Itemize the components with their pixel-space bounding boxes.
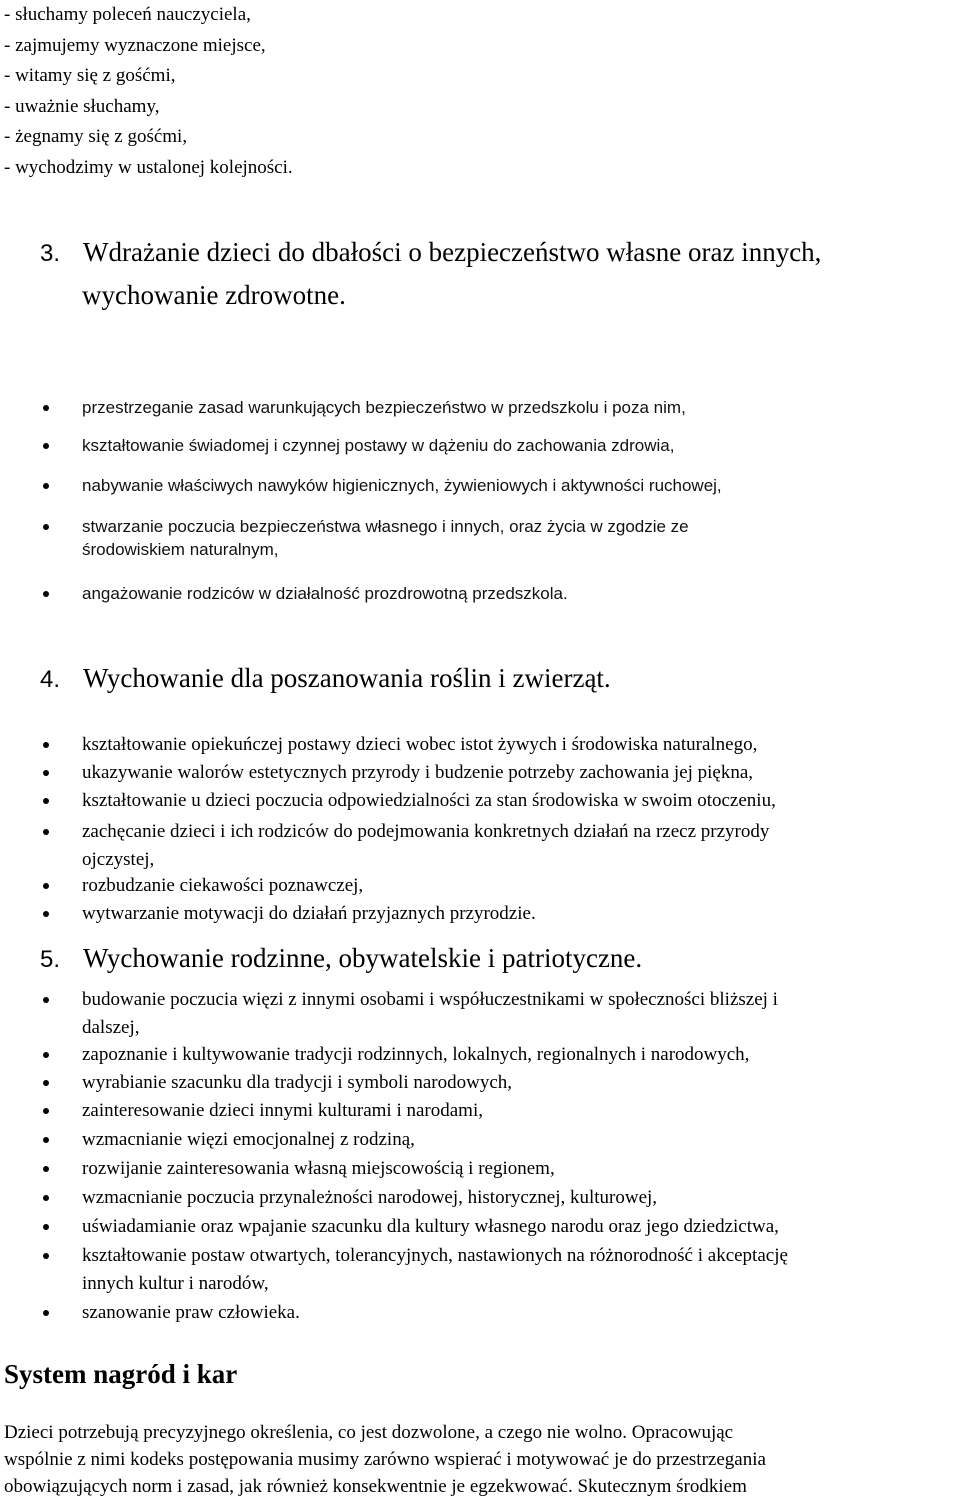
bullet-icon xyxy=(43,1108,49,1114)
section-title: Wdrażanie dzieci do dbałości o bezpieczeństwo własne oraz innych, xyxy=(83,237,822,267)
bullet-icon xyxy=(43,524,49,530)
section-5-heading xyxy=(40,938,642,980)
bullet-icon xyxy=(43,1253,49,1259)
dash-item: - witamy się z gośćmi, xyxy=(4,65,176,86)
bullet-icon xyxy=(43,1080,49,1086)
bullet-icon xyxy=(43,1052,49,1058)
document-page: - słuchamy poleceń nauczyciela, - zajmujemy wyznaczone miejsce, - witamy się z gośćmi, - uważnie słuchamy, - żegnamy się z gośćmi, - wychodzimy w ustalonej kolejności. 3. Wdrażanie dzieci do dbałości o bezpieczeństwo własne oraz innych, wychowanie zdrowotne. przestrzeganie zasad warunkujących bezpieczeństwo w przedszkolu i poza nim, kształtowanie świadomej i czynnej postawy w dążeniu do zachowania zdrowia, nabywanie właściwych nawyków higienicznych, żywieniowych i aktywności ruchowej, stwarzanie poczucia bezpieczeństwa własnego i innych, oraz życia w zgodzie ze środowiskiem naturalnym, angażowanie rodziców w działalność prozdrowotną przedszkola. 4. Wychowanie dla poszanowania roślin i zwierząt. kształtowanie opiekuńczej postawy dzieci wobec istot żywych i środowiska naturalnego, ukazywanie walorów estetycznych przyrody i budzenie potrzeby zachowania jej piękna, kształtowanie u dzieci poczucia odpowiedzialności za stan środowiska w swoim otoczeniu, zachęcanie dzieci i ich rodziców do podejmowania konkretnych działań na rzecz przyrody ojczystej, rozbudzanie ciekawości poznawczej, wytwarzanie motywacji do działań przyjaznych przyrodzie. 5. Wychowanie rodzinne, obywatelskie i patriotyczne. budowanie poczucia więzi z innymi osobami i współuczestnikami w społeczności bliższej i dalszej, zapoznanie i kultywowanie tradycji rodzinnych, lokalnych, regionalnych i narodowych, wyrabianie szacunku dla tradycji i symboli narodowych, zainteresowanie dzieci innymi kulturami i narodami, wzmacnianie więzi emocjonalnej z rodziną, rozwijanie zainteresowania własną miejscowością i regionem, wzmacnianie poczucia przynależności narodowej, historycznej, kulturowej, uświadamianie oraz wpajanie szacunku dla kultury własnego narodu oraz jego dziedzictwa, kształtowanie postaw otwartych, tolerancyjnych, nastawionych na różnorodność i akceptację innych kultur i narodów, szanowanie praw człowieka. System nagród i kar Dzieci potrzebują precyzyjnego określenia, co jest dozwolone, a czego nie wolno. Opracowując wspólnie z nimi kodeks postępowania musimy zarówno wspierać i motywować je do przestrzegania obowiązujących norm i zasad, jak również konsekwentnie je egzekwować. Skutecznym środkiem xyxy=(0,0,960,1502)
section-3-heading-continued: wychowanie zdrowotne. xyxy=(82,280,346,310)
bullet-icon xyxy=(43,883,49,889)
paragraph-line: obowiązujących norm i zasad, jak również konsekwentnie je egzekwować. Skutecznym środkiem xyxy=(4,1476,747,1497)
bullet-icon xyxy=(43,742,49,748)
dash-item: - słuchamy poleceń nauczyciela, xyxy=(4,4,251,25)
bullet-icon xyxy=(43,1195,49,1201)
section-number: 3. xyxy=(40,240,61,267)
bullet-icon xyxy=(43,405,49,411)
bullet-icon xyxy=(43,911,49,917)
bullet-icon xyxy=(43,798,49,804)
bullet-icon xyxy=(43,1137,49,1143)
paragraph-line: Dzieci potrzebują precyzyjnego określenia, co jest dozwolone, a czego nie wolno. Opracowując xyxy=(4,1422,734,1443)
bullet-icon xyxy=(43,483,49,489)
section-4-heading xyxy=(40,658,611,700)
section-number: 5. xyxy=(40,946,61,973)
dash-item: - zajmujemy wyznaczone miejsce, xyxy=(4,34,266,56)
dash-item: - żegnamy się z gośćmi, xyxy=(4,126,188,147)
bullet-icon xyxy=(43,1310,49,1316)
bullet-icon xyxy=(43,1166,49,1172)
section-title: Wychowanie dla poszanowania roślin i zwierząt. xyxy=(83,663,611,693)
rules-dash-list xyxy=(4,0,293,183)
rewards-paragraph xyxy=(4,1419,960,1500)
dash-item: - wychodzimy w ustalonej kolejności. xyxy=(4,156,293,178)
section-3-heading xyxy=(40,232,821,274)
bullet-icon xyxy=(43,443,49,449)
dash-item: - uważnie słuchamy, xyxy=(4,95,160,117)
rewards-punishments-heading: System nagród i kar xyxy=(4,1359,238,1389)
section-number: 4. xyxy=(40,666,61,693)
section-title: Wychowanie rodzinne, obywatelskie i patriotyczne. xyxy=(83,943,643,973)
bullet-icon xyxy=(43,591,49,597)
bullet-icon xyxy=(43,997,49,1003)
paragraph-line: wspólnie z nimi kodeks postępowania musimy zarówno wspierać i motywować je do przestrzegania xyxy=(4,1449,766,1470)
bullet-icon xyxy=(43,829,49,835)
bullet-icon xyxy=(43,770,49,776)
bullet-icon xyxy=(43,1224,49,1230)
